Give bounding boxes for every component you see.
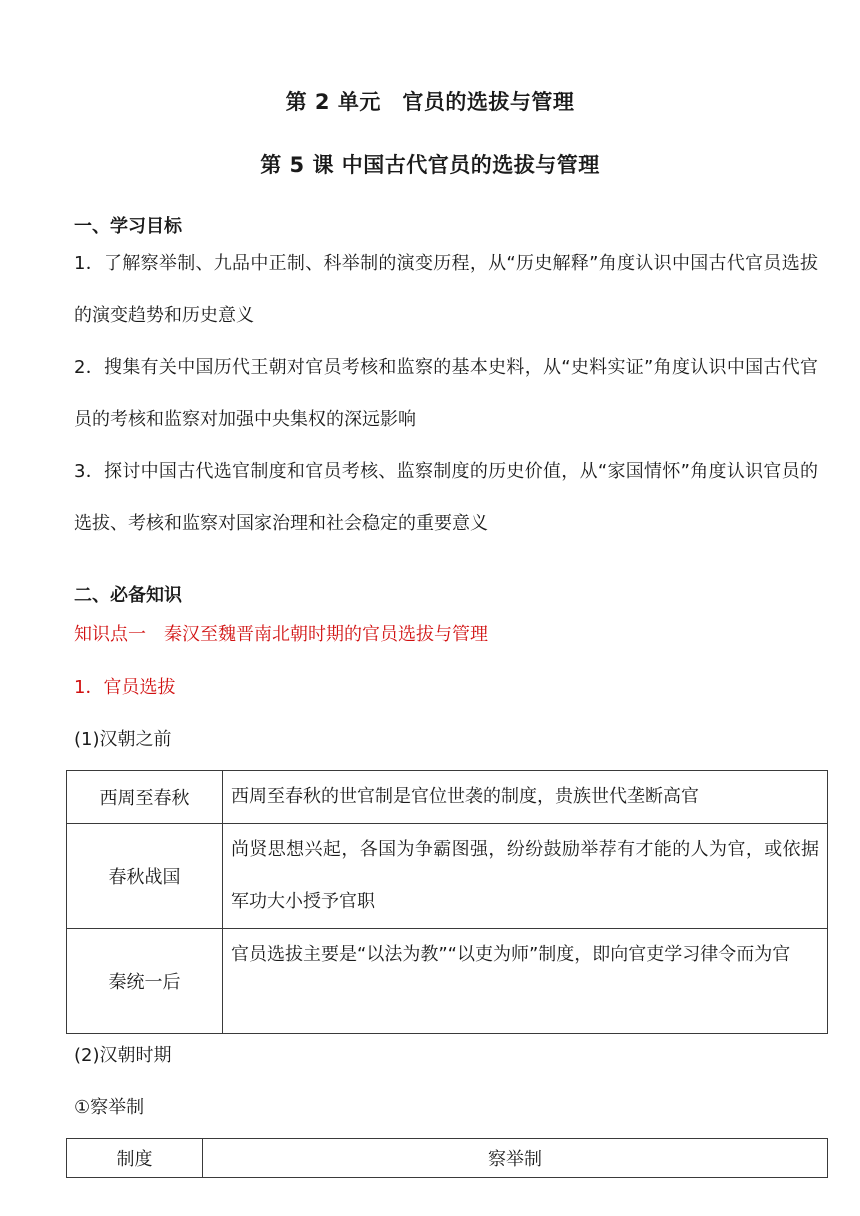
knowledge-point-heading: 知识点一 秦汉至魏晋南北朝时期的官员选拔与管理: [74, 624, 488, 645]
pre-han-table: [66, 770, 828, 1034]
subheading-official-selection: 1．官员选拔: [74, 677, 176, 698]
section-heading-goals: 一、学习目标: [74, 216, 182, 237]
unit-title: 第 2 单元 官员的选拔与管理: [285, 90, 575, 114]
section-heading-knowledge: 二、必备知识: [74, 585, 182, 606]
subsection-before-han: (1)汉朝之前: [74, 729, 172, 750]
table-cell-period: 西周至春秋: [67, 771, 223, 824]
table-row: [67, 824, 828, 929]
goal-item-3: 3．探讨中国古代选官制度和官员考核、监察制度的历史价值，从“家国情怀”角度认识官员的选拔、考核和监察对国家治理和社会稳定的重要意义: [74, 461, 818, 534]
table-row: [67, 771, 828, 824]
goal-item-1: 1．了解察举制、九品中正制、科举制的演变历程，从“历史解释”角度认识中国古代官员选拔的演变趋势和历史意义: [74, 253, 818, 326]
table-header-system: 制度: [67, 1139, 203, 1178]
recommendation-table: [66, 1138, 828, 1178]
table-cell-period: 春秋战国: [67, 824, 223, 929]
table-cell-desc: 官员选拔主要是“以法为教”“以吏为师”制度，即向官吏学习律令而为官: [223, 929, 828, 1034]
table-header-recommendation: 察举制: [203, 1139, 828, 1178]
table-row: [67, 929, 828, 1034]
table-cell-desc: 西周至春秋的世官制是官位世袭的制度，贵族世代垄断高官: [223, 771, 828, 824]
subsection-han: (2)汉朝时期: [74, 1045, 172, 1066]
lesson-title: 第 5 课 中国古代官员的选拔与管理: [260, 153, 600, 177]
subsection-recommendation-system: ①察举制: [74, 1097, 145, 1118]
table-cell-period: 秦统一后: [67, 929, 223, 1034]
goal-item-2: 2．搜集有关中国历代王朝对官员考核和监察的基本史料，从“史料实证”角度认识中国古代官员的考核和监察对加强中央集权的深远影响: [74, 357, 818, 430]
table-row: [67, 1139, 828, 1178]
table-cell-desc: 尚贤思想兴起，各国为争霸图强，纷纷鼓励举荐有才能的人为官，或依据军功大小授予官职: [223, 824, 828, 929]
